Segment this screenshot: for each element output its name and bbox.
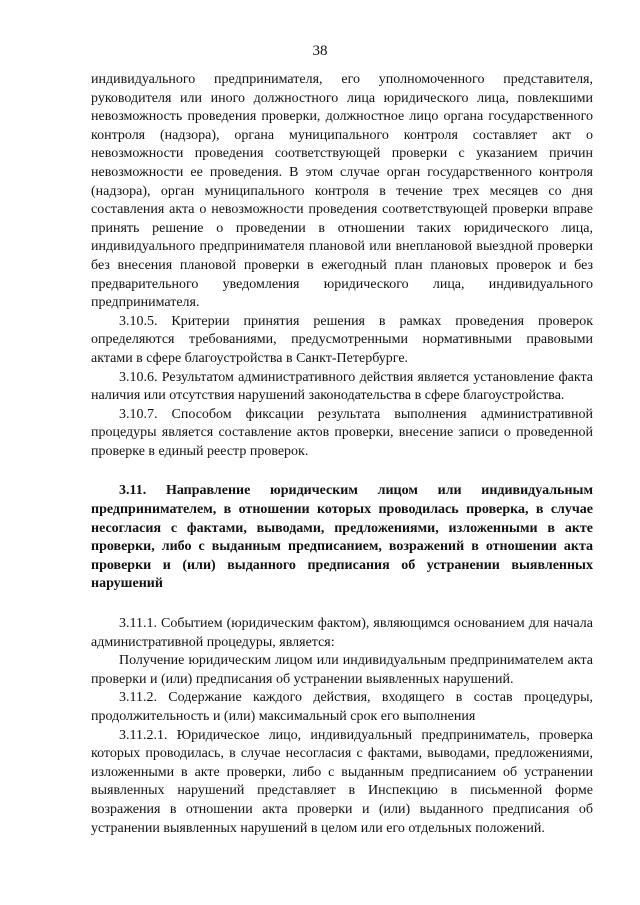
paragraph-3-11-2-1: 3.11.2.1. Юридическое лицо, индивидуальный предприниматель, проверка которых проводилась, в случае несогласия с фактами, выводами, предложениями, изложенными в акте проверки, либо с выданным предписанием об устранении выявленных нарушений представляет в Инспекцию в письменной форме возражения в отношении акта проверки и (или) выданного предписания об устранении выявленных нарушений в целом или его отдельных положений. xyxy=(91,727,593,836)
paragraph-3-11-1: 3.11.1. Событием (юридическим фактом), являющимся основанием для начала административной процедуры, является: xyxy=(91,616,593,650)
page-number: 38 xyxy=(312,43,328,59)
document-body xyxy=(91,71,593,838)
paragraph-3-10-5: 3.10.5. Критерии принятия решения в рамках проведения проверок определяются требованиями, предусмотренными нормативными правовыми актами в сфере благоустройства в Санкт-Петербурге. xyxy=(91,313,593,366)
paragraph-continuation: индивидуального предпринимателя, его уполномоченного представителя, руководителя или иного должностного лица юридического лица, повлекшими невозможность проведения проверки, должностное лицо органа государственного контроля (надзора), органа муниципального контроля составляет акт о невозможности проведения соответствующей проверки с указанием причин невозможности ее проведения. В этом случае орган государственного контроля (надзора), орган муниципального контроля в течение трех месяцев со дня составления акта о невозможности проведения соответствующей проверки вправе принять решение о проведении в отношении таких юридического лица, индивидуального предпринимателя плановой или внеплановой выездной проверки без внесения плановой проверки в ежегодный план плановых проверок и без предварительного уведомления юридического лица, индивидуального предпринимателя. xyxy=(91,72,593,311)
paragraph-3-10-6: 3.10.6. Результатом административного действия является установление факта наличия или отсутствия нарушений законодательства в сфере благоустройства. xyxy=(91,369,593,404)
paragraph-3-11-2: 3.11.2. Содержание каждого действия, входящего в состав процедуры, продолжительность и (или) максимальный срок его выполнения xyxy=(91,690,593,724)
paragraph-3-10-7: 3.10.7. Способом фиксации результата выполнения административной процедуры является составление актов проверки, внесение записи о проведенной проверке в единый реестр проверок. xyxy=(91,406,593,459)
section-heading-3-11: 3.11. Направление юридическим лицом или индивидуальным предпринимателем, в отношении которых проводилась проверка, в случае несогласия с фактами, выводами, предложениями, изложенными в акте проверки, либо с выданным предписанием, возражений в отношении акта проверки и (или) выданного предписания об устранении выявленных нарушений xyxy=(91,483,593,592)
paragraph-receipt: Получение юридическим лицом или индивидуальным предпринимателем акта проверки и (или) предписания об устранении выявленных нарушений. xyxy=(91,653,593,687)
